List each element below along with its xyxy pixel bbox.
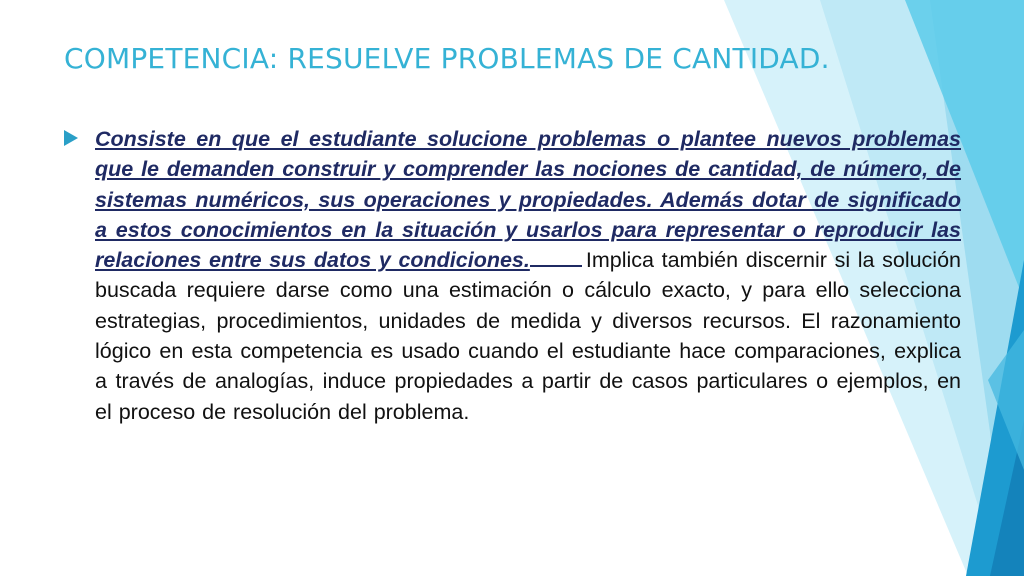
underline-gap — [530, 247, 582, 267]
bullet-arrow-icon — [64, 130, 78, 146]
bullet-body-text: Implica también discernir si la solución buscada requiere darse como una estimación o cálculo exacto, y para ello selecciona estrategias, procedimientos, unidades de medida y diversos recursos. El razonamiento lógico en esta competencia es usado cuando el estudiante hace comparaciones, explica a través de analogías, induce propiedades a partir de casos particulares o ejemplos, en el proceso de resolución del problema. — [95, 248, 961, 424]
bullet-paragraph — [95, 124, 961, 427]
bullet-emphasis-text: Consiste en que el estudiante solucione problemas o plantee nuevos problemas que le demanden construir y comprender las nociones de cantidad, de número, de sistemas numéricos, sus operaciones y propiedades. Además dotar de significado a estos conocimientos en la situación y usarlos para representar o reproducir las relaciones entre sus datos y condiciones. — [95, 127, 961, 273]
slide-title: COMPETENCIA: RESUELVE PROBLEMAS DE CANTIDAD. — [64, 42, 830, 75]
